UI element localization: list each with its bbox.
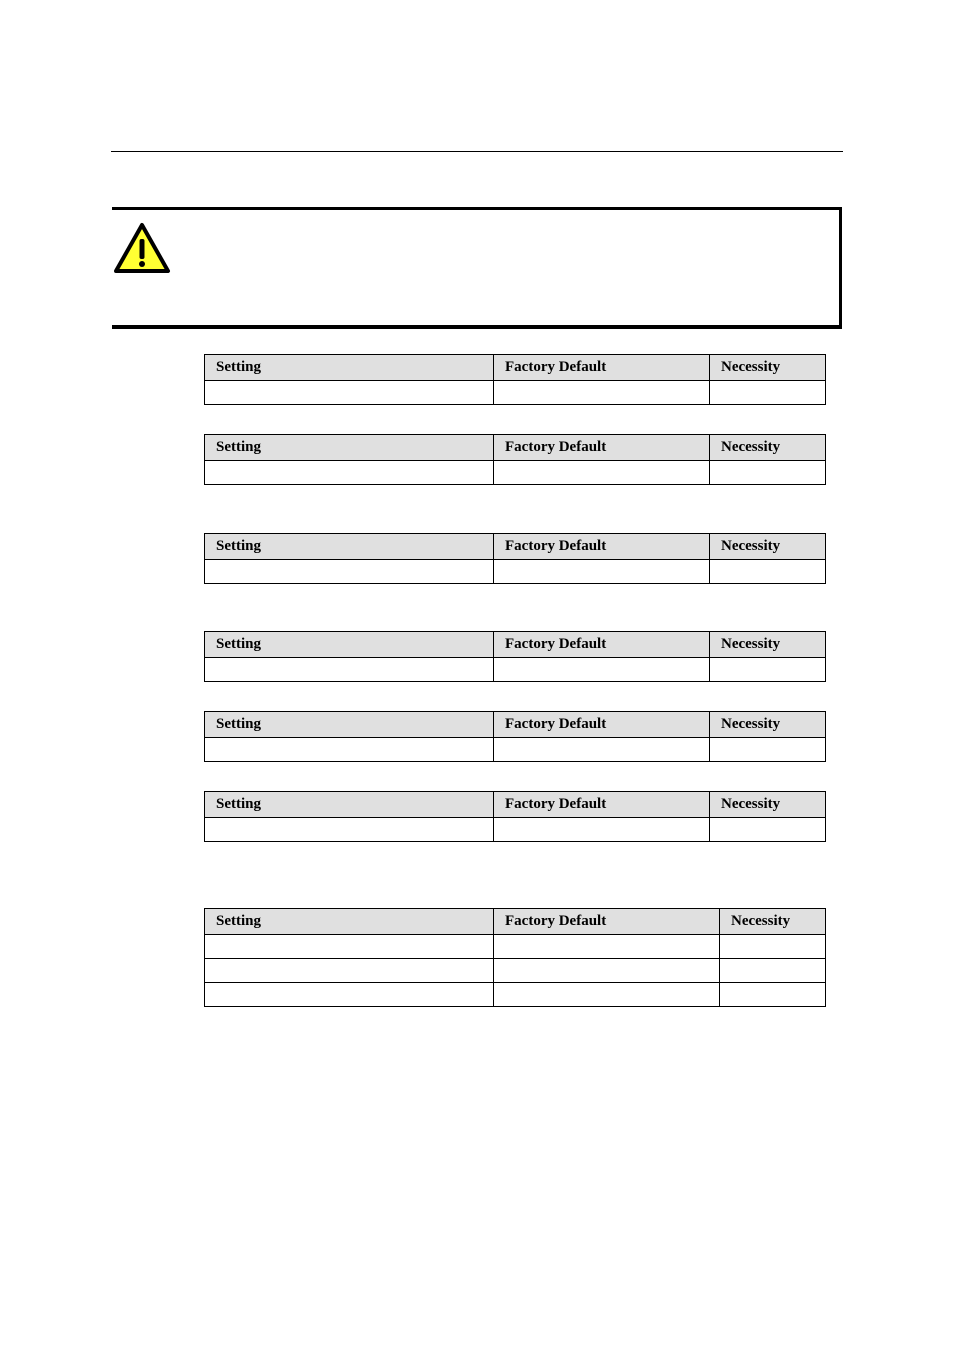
cell-setting [205, 959, 494, 983]
column-header-setting: Setting [205, 712, 494, 738]
column-header-setting: Setting [205, 909, 494, 935]
settings-table-7 [204, 908, 826, 1007]
cell-factory-default [494, 658, 710, 682]
cell-necessity [720, 983, 826, 1007]
warning-box [112, 207, 842, 329]
table-header-row [205, 909, 826, 935]
table-row [205, 959, 826, 983]
column-header-factory-default: Factory Default [494, 355, 710, 381]
table-header-row [205, 355, 826, 381]
cell-setting [205, 461, 494, 485]
cell-necessity [710, 818, 826, 842]
column-header-necessity: Necessity [710, 792, 826, 818]
cell-setting [205, 658, 494, 682]
column-header-necessity: Necessity [710, 435, 826, 461]
column-header-factory-default: Factory Default [494, 632, 710, 658]
column-header-setting: Setting [205, 632, 494, 658]
table-header-row [205, 534, 826, 560]
column-header-necessity: Necessity [710, 632, 826, 658]
table-header-row [205, 712, 826, 738]
cell-factory-default [494, 738, 710, 762]
table-row [205, 818, 826, 842]
cell-factory-default [494, 560, 710, 584]
column-header-factory-default: Factory Default [494, 435, 710, 461]
table-row [205, 658, 826, 682]
cell-setting [205, 983, 494, 1007]
column-header-necessity: Necessity [710, 712, 826, 738]
column-header-setting: Setting [205, 792, 494, 818]
column-header-factory-default: Factory Default [494, 909, 720, 935]
table-row [205, 461, 826, 485]
cell-factory-default [494, 983, 720, 1007]
cell-necessity [710, 381, 826, 405]
column-header-factory-default: Factory Default [494, 792, 710, 818]
cell-setting [205, 738, 494, 762]
cell-necessity [710, 658, 826, 682]
cell-factory-default [494, 381, 710, 405]
settings-table-1 [204, 354, 826, 405]
table-row [205, 935, 826, 959]
column-header-factory-default: Factory Default [494, 534, 710, 560]
warning-triangle-icon [113, 222, 171, 274]
settings-table-5 [204, 711, 826, 762]
table-header-row [205, 632, 826, 658]
settings-table-3 [204, 533, 826, 584]
column-header-necessity: Necessity [710, 534, 826, 560]
column-header-necessity: Necessity [720, 909, 826, 935]
cell-necessity [720, 935, 826, 959]
cell-setting [205, 560, 494, 584]
table-header-row [205, 435, 826, 461]
cell-factory-default [494, 818, 710, 842]
column-header-factory-default: Factory Default [494, 712, 710, 738]
cell-necessity [720, 959, 826, 983]
settings-table-4 [204, 631, 826, 682]
table-header-row [205, 792, 826, 818]
cell-necessity [710, 461, 826, 485]
cell-factory-default [494, 959, 720, 983]
table-row [205, 738, 826, 762]
settings-table-2 [204, 434, 826, 485]
column-header-setting: Setting [205, 534, 494, 560]
column-header-setting: Setting [205, 435, 494, 461]
cell-setting [205, 381, 494, 405]
column-header-setting: Setting [205, 355, 494, 381]
cell-necessity [710, 738, 826, 762]
table-row [205, 381, 826, 405]
cell-factory-default [494, 935, 720, 959]
column-header-necessity: Necessity [710, 355, 826, 381]
settings-table-6 [204, 791, 826, 842]
table-row [205, 983, 826, 1007]
cell-setting [205, 935, 494, 959]
cell-necessity [710, 560, 826, 584]
cell-factory-default [494, 461, 710, 485]
table-row [205, 560, 826, 584]
header-rule [111, 151, 843, 152]
cell-setting [205, 818, 494, 842]
